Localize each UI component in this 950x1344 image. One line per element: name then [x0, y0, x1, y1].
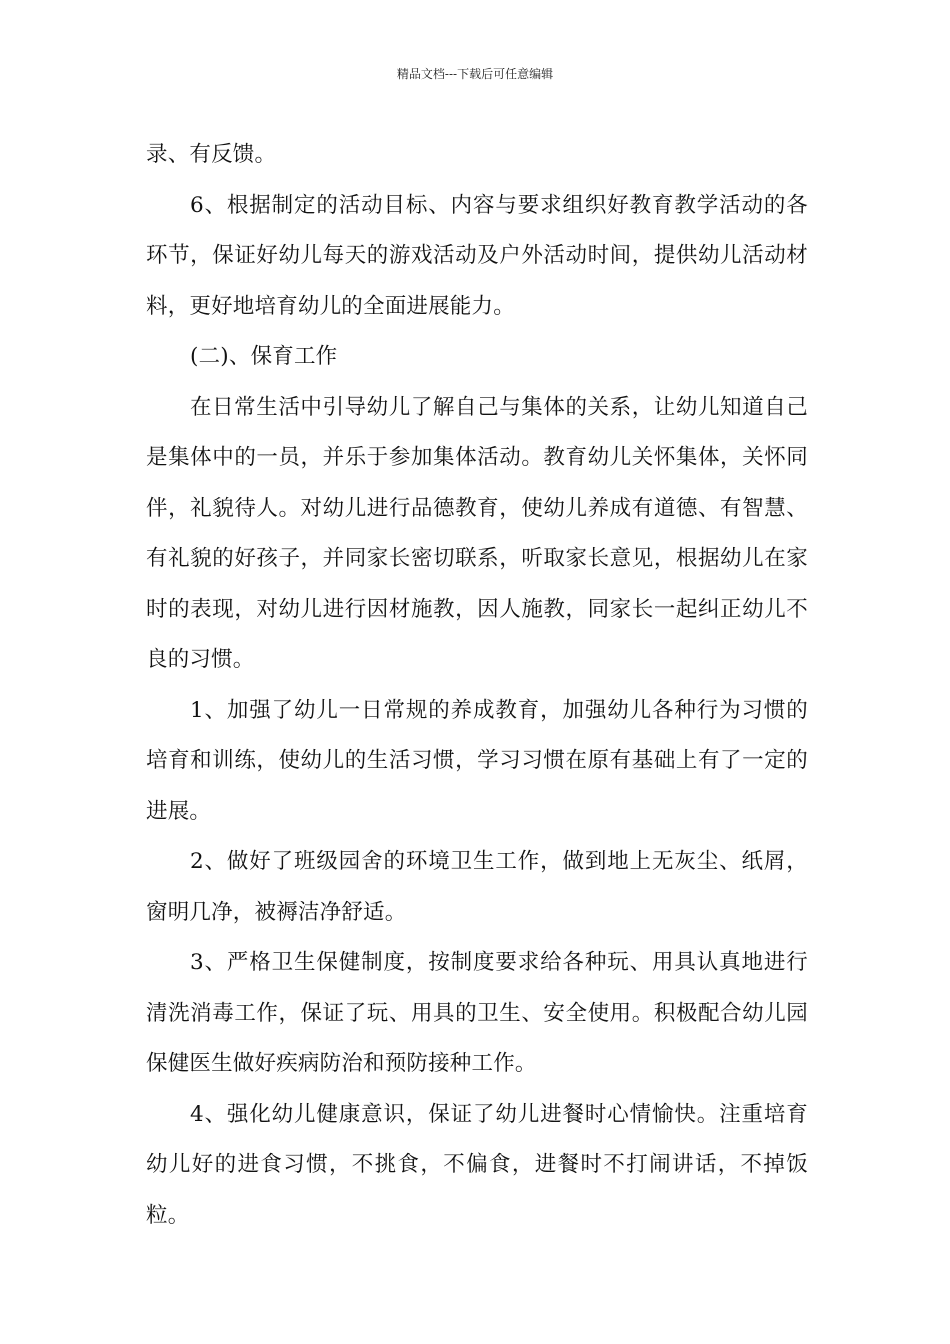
paragraph-care-intro: 在日常生活中引导幼儿了解自己与集体的关系，让幼儿知道自己是集体中的一员，并乐于参加集体活动。教育幼儿关怀集体，关怀同伴，礼貌待人。对幼儿进行品德教育，使幼儿养成有道德、有智慧、有礼貌的好孩子，并同家长密切联系，听取家长意见，根据幼儿在家时的表现，对幼儿进行因材施教，因人施教，同家长一起纠正幼儿不良的习惯。: [146, 394, 808, 672]
paragraph-item-2: 2、做好了班级园舍的环境卫生工作，做到地上无灰尘、纸屑，窗明几净，被褥洁净舒适。: [146, 849, 808, 925]
paragraph-item-6: 6、根据制定的活动目标、内容与要求组织好教育教学活动的各环节，保证好幼儿每天的游戏活动及户外活动时间，提供幼儿活动材料，更好地培育幼儿的全面进展能力。: [146, 192, 808, 319]
paragraph-item-1: 1、加强了幼儿一日常规的养成教育，加强幼儿各种行为习惯的培育和训练，使幼儿的生活习惯，学习习惯在原有基础上有了一定的进展。: [146, 697, 808, 824]
section-heading-care-work: (二)、保育工作: [190, 344, 338, 369]
page-header: 精品文档---下载后可任意编辑: [396, 67, 554, 81]
paragraph-continuation: 录、有反馈。: [146, 142, 277, 167]
paragraph-item-4: 4、强化幼儿健康意识，保证了幼儿进餐时心情愉快。注重培育幼儿好的进食习惯，不挑食，不偏食，进餐时不打闹讲话，不掉饭粒。: [146, 1101, 808, 1228]
paragraph-item-3: 3、严格卫生保健制度，按制度要求给各种玩、用具认真地进行清洗消毒工作，保证了玩、用具的卫生、安全使用。积极配合幼儿园保健医生做好疾病防治和预防接种工作。: [146, 950, 808, 1076]
document-body: [146, 130, 808, 1241]
